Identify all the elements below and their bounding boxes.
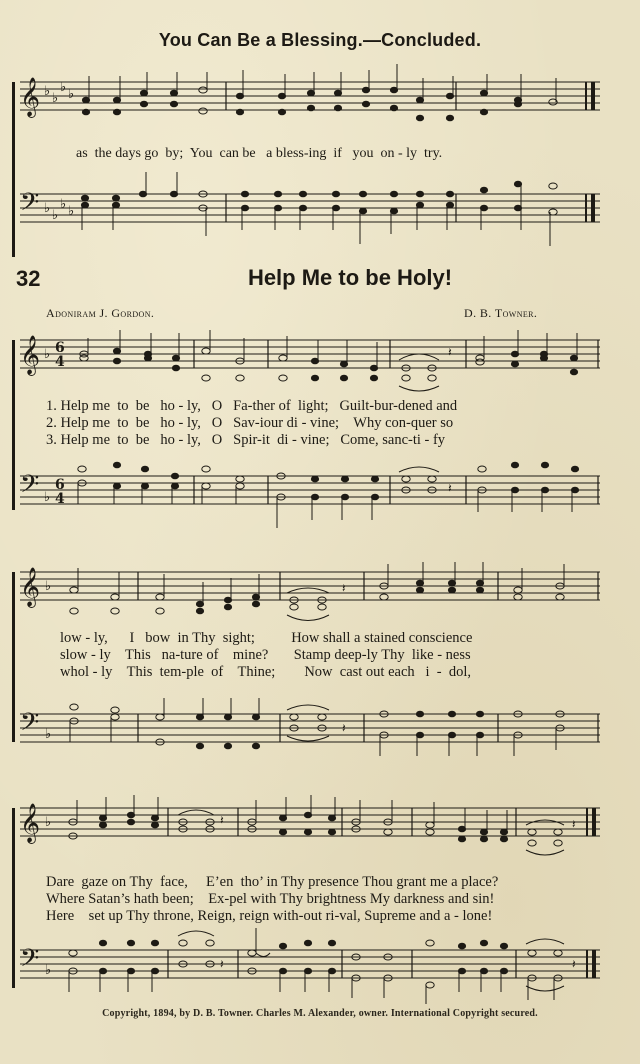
previous-hymn-lyric: as the days go by; You can be a bless-ing if you on - ly try. xyxy=(76,146,443,161)
copyright-notice: Copyright, 1894, by D. B. Towner. Charles M. Alexander, owner. International Copyright secured. xyxy=(102,1008,538,1019)
flat-icon: ♭ xyxy=(44,490,51,505)
svg-text:♭: ♭ xyxy=(44,201,51,216)
time-signature-4: 4 xyxy=(55,354,65,370)
verse-2-line-3: Where Satan’s hath been; Ex-pel with Thy brightness My darkness and sin! xyxy=(46,891,495,907)
hymn-title: Help Me to be Holy! xyxy=(247,265,453,290)
verse-1-line-3: Dare gaze on Thy face, E’en tho’ in Thy presence Thou grant me a place? xyxy=(46,874,499,890)
system-1-treble-staff xyxy=(0,325,640,395)
system-3-treble-staff xyxy=(0,795,640,865)
notes xyxy=(70,562,564,621)
system-2-bass-staff xyxy=(0,690,640,760)
svg-text:♭: ♭ xyxy=(60,80,67,95)
rest-icon: 𝄽 xyxy=(342,721,346,735)
treble-clef-icon: 𝄞 xyxy=(20,567,41,607)
verse-3-line-1: 3. Help me to be ho - ly, O Spir-it di - vine; Come, sanc-ti - fy xyxy=(46,432,446,448)
time-signature-6: 6 xyxy=(55,477,65,493)
rest-icon: 𝄽 xyxy=(448,345,452,359)
flat-icon: ♭ xyxy=(45,727,52,742)
system-3-bass-staff xyxy=(0,925,640,1005)
system-2-treble-staff xyxy=(0,555,640,625)
rest-icon: 𝄽 xyxy=(448,481,452,495)
key-signature-flats-icon xyxy=(44,80,74,106)
flat-icon: ♭ xyxy=(44,347,51,362)
svg-text:♭: ♭ xyxy=(68,87,75,102)
bass-clef-icon: 𝄢 xyxy=(20,188,40,223)
notes xyxy=(69,795,564,855)
rest-icon: 𝄽 xyxy=(342,581,346,595)
rest-icon: 𝄽 xyxy=(572,957,576,971)
treble-clef-icon: 𝄞 xyxy=(20,77,41,117)
flat-icon: ♭ xyxy=(45,815,52,830)
svg-text:♭: ♭ xyxy=(68,204,75,219)
verse-1-line-2: low - ly, I bow in Thy sight; How shall a stained conscience xyxy=(60,630,473,646)
verse-3-line-2: whol - ly This tem-ple of Thine; Now cast out each i - dol, xyxy=(60,664,472,680)
time-signature-6: 6 xyxy=(55,340,65,356)
bass-clef-icon: 𝄢 xyxy=(20,708,40,743)
system-1-bass-staff xyxy=(0,455,640,525)
flat-icon: ♭ xyxy=(45,579,52,594)
verse-3-line-3: Here set up Thy throne, Reign, reign with-out ri-val, Supreme and a - lone! xyxy=(46,908,493,924)
time-signature-4: 4 xyxy=(55,491,65,507)
treble-clef-icon: 𝄞 xyxy=(20,335,41,375)
svg-text:♭: ♭ xyxy=(60,197,67,212)
previous-hymn-bass-staff xyxy=(0,170,640,250)
svg-text:♭: ♭ xyxy=(44,84,51,99)
notes xyxy=(78,462,579,528)
notes xyxy=(70,698,564,756)
notes xyxy=(82,64,557,121)
composer-credit: D. B. Towner. xyxy=(464,306,538,320)
svg-text:♭: ♭ xyxy=(52,208,59,223)
hymn-number: 32 xyxy=(16,266,41,291)
rest-icon: 𝄽 xyxy=(572,817,576,831)
previous-hymn-title: You Can Be a Blessing.—Concluded. xyxy=(158,30,482,50)
verse-2-line-1: 2. Help me to be ho - ly, O Sav-iour di - vine; Why con-quer so xyxy=(46,415,454,431)
verse-1-line-1: 1. Help me to be ho - ly, O Fa-ther of light; Guilt-bur-dened and xyxy=(46,398,458,414)
bass-clef-icon: 𝄢 xyxy=(20,944,40,979)
bass-clef-icon: 𝄢 xyxy=(20,470,40,505)
notes xyxy=(69,928,564,1004)
verse-2-line-2: slow - ly This na-ture of mine? Stamp deep-ly Thy like - ness xyxy=(60,647,471,663)
treble-clef-icon: 𝄞 xyxy=(20,803,41,843)
rest-icon: 𝄽 xyxy=(220,957,224,971)
flat-icon: ♭ xyxy=(45,963,52,978)
rest-icon: 𝄽 xyxy=(220,813,224,827)
notes xyxy=(81,172,557,246)
svg-text:♭: ♭ xyxy=(52,91,59,106)
author-credit: Adoniram J. Gordon. xyxy=(46,306,155,320)
previous-hymn-treble-staff xyxy=(0,60,640,140)
